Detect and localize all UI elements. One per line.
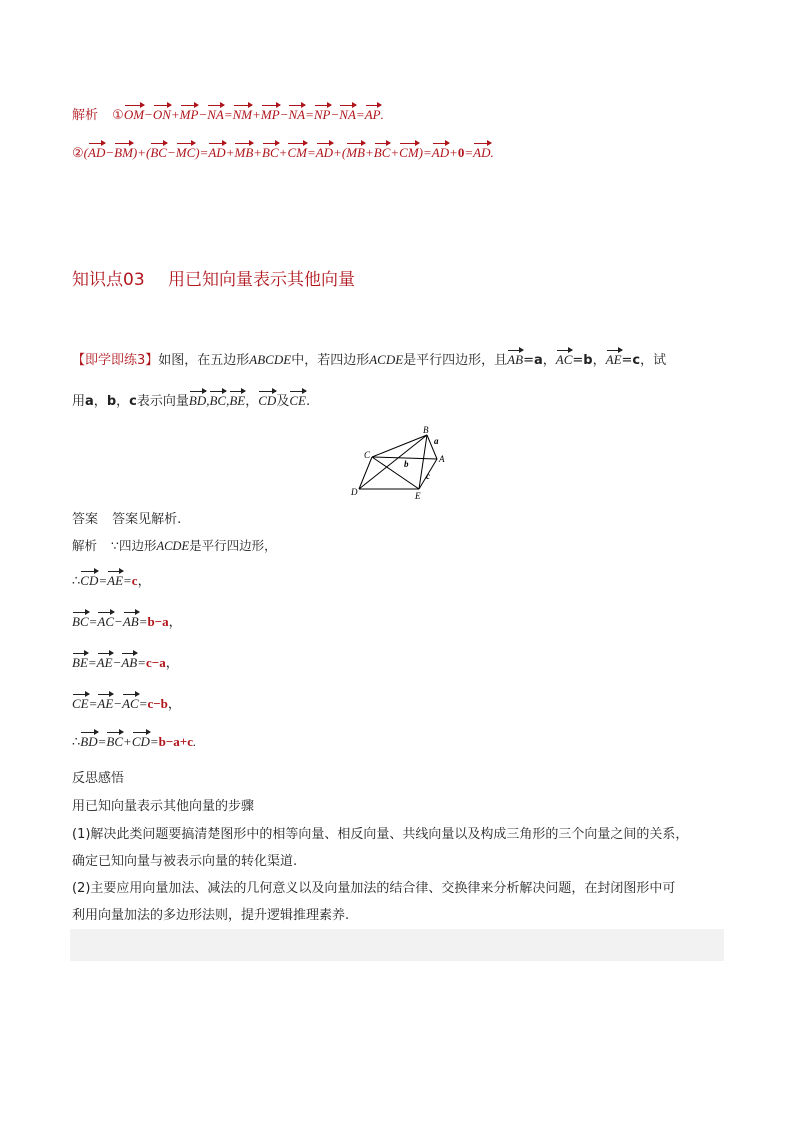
eq1-prefix: ① bbox=[112, 108, 124, 123]
diagonal-DB bbox=[359, 435, 427, 489]
reflection-item-1-line-1: (1)解决此类问题要搞清楚图形中的相等向量、相反向量、共线向量以及构成三角形的三个向量之间的关系， bbox=[72, 827, 689, 842]
reflection-item-1-line-2: 确定已知向量与被表示向量的转化渠道. bbox=[72, 854, 298, 869]
equation-2: ②(AD−BM)+(BC−MC)=AD+MB+BC+CM=AD+(MB+BC+CM)=AD+0=AD. bbox=[72, 145, 494, 160]
analysis-intro: ∵四边形ACDE是平行四边形， bbox=[111, 538, 277, 553]
analysis-line-2: BC=AC−AB=b−a， bbox=[72, 614, 182, 629]
analysis-line-3: BE=AE−AB=c−a， bbox=[72, 655, 179, 670]
equation-1: OM−ON+MP−NA=NM+MP−NA=NP−NA=AP. bbox=[123, 107, 384, 122]
vector-label-b: b bbox=[404, 459, 409, 469]
answer-text: 答案见解析. bbox=[112, 512, 182, 527]
exercise-line-1 bbox=[72, 349, 666, 368]
reflection-title: 反思感悟 bbox=[72, 771, 125, 786]
label-E: E bbox=[415, 491, 421, 500]
analysis-intro-line bbox=[72, 536, 277, 554]
edge-CB bbox=[372, 435, 427, 457]
solution-block-1 bbox=[72, 104, 384, 123]
label-A: A bbox=[439, 454, 445, 464]
vector-label-a: a bbox=[434, 436, 439, 446]
answer-label: 答案 bbox=[72, 512, 99, 527]
section-title: 用已知向量表示其他向量 bbox=[168, 270, 356, 290]
footer-shaded-bar bbox=[70, 929, 724, 961]
pentagon-figure bbox=[345, 422, 455, 500]
answer-line bbox=[72, 508, 181, 527]
label-C: C bbox=[364, 450, 371, 460]
exercise-line-2: 用a，b，c表示向量BD,BC,BE，CD及CE. bbox=[72, 393, 311, 409]
reflection-subtitle: 用已知向量表示其他向量的步骤 bbox=[72, 799, 255, 814]
solution-label: 解析 bbox=[72, 108, 99, 123]
section-number: 知识点03 bbox=[72, 270, 145, 290]
reflection-item-2-line-2: 利用向量加法的多边形法则，提升逻辑推理素养. bbox=[72, 908, 350, 923]
exercise-tag: 【即学即练3】 bbox=[72, 353, 159, 368]
analysis-line-1: ∴CD=AE=c， bbox=[72, 573, 151, 588]
vector-label-c: c bbox=[426, 471, 430, 481]
analysis-line-4: CE=AE−AC=c−b， bbox=[72, 696, 181, 711]
analysis-label: 解析 bbox=[72, 538, 98, 553]
exercise-text-1: 如图，在五边形ABCDE中，若四边形ACDE是平行四边形，且AB=a，AC=b，AE=c，试 bbox=[158, 352, 667, 368]
section-heading bbox=[72, 265, 355, 290]
reflection-item-2-line-1: (2)主要应用向量加法、减法的几何意义以及向量加法的结合律、交换律来分析解决问题，在封闭图形中可 bbox=[72, 881, 676, 896]
label-B: B bbox=[423, 425, 429, 435]
label-D: D bbox=[351, 487, 358, 497]
analysis-line-5: ∴BD=BC+CD=b−a+c. bbox=[72, 734, 197, 749]
